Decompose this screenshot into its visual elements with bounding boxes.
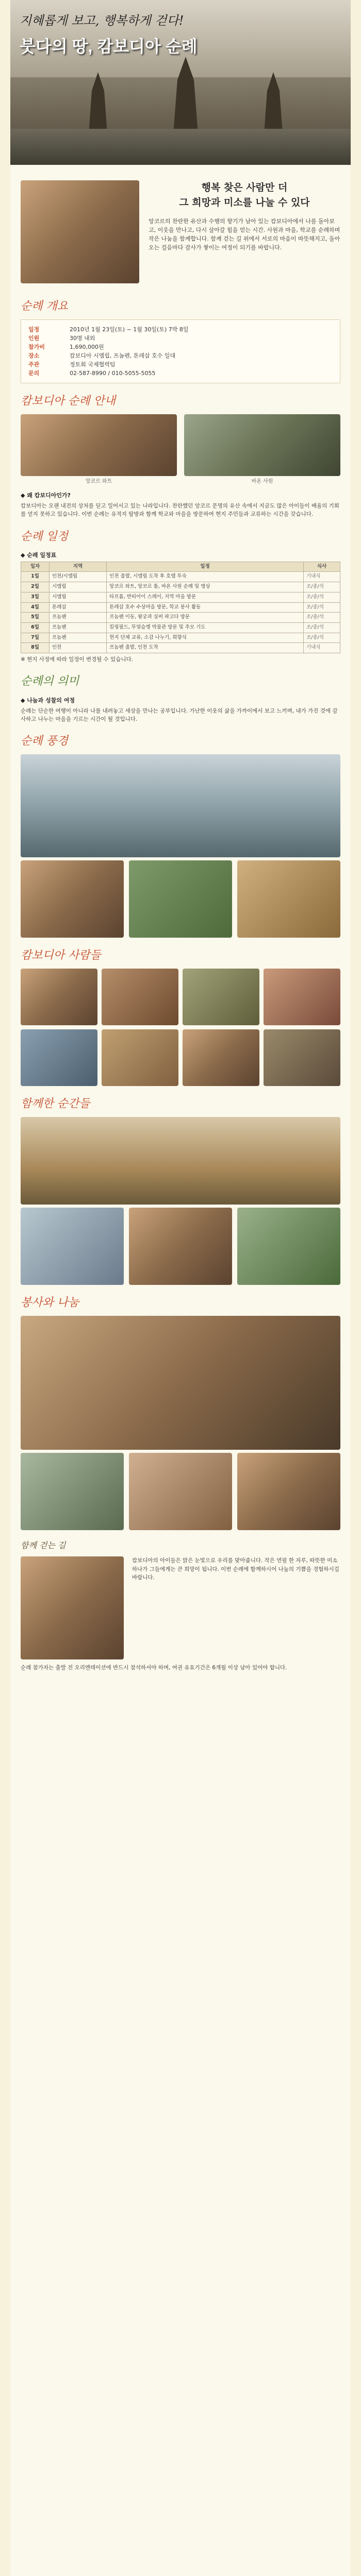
closing-body: 캄보디아의 아이들은 맑은 눈빛으로 우리를 맞아줍니다. 작은 연필 한 자루, 따뜻한 미소 하나가 그들에게는 큰 희망이 됩니다. 이번 순례에 함께하시어 나눔의 기쁨을 경험하시길 바랍니다.: [132, 1557, 339, 1581]
gallery2-grid: [21, 969, 340, 1086]
section3-heading: ◆ 순례 일정표: [21, 551, 57, 558]
schedule-cell: 타프롬, 반띠아이 스레이, 지역 마을 방문: [107, 592, 304, 602]
schedule-note: ※ 현지 사정에 따라 일정이 변경될 수 있습니다.: [21, 656, 134, 663]
schedule-cell: 4일: [21, 602, 50, 613]
intro-photo: [21, 180, 139, 283]
schedule-row: [21, 613, 340, 623]
schedule-cell: 1일: [21, 572, 50, 582]
schedule-cell: 톤레삽: [50, 602, 107, 613]
schedule-cell: 인천 출발, 시엠립 도착 후 호텔 투숙: [107, 572, 304, 582]
schedule-cell: 인천/시엠립: [50, 572, 107, 582]
closing-body2: 순례 참가자는 출발 전 오리엔테이션에 반드시 참석하셔야 하며, 여권 유효기간은 6개월 이상 남아 있어야 합니다.: [21, 1665, 287, 1671]
gallery-photo: [21, 1453, 124, 1530]
hero-water: [10, 129, 351, 165]
section2-pics: [21, 414, 340, 486]
schedule-row: [21, 572, 340, 582]
overview-value: 02-587-8990 / 010-5055-5055: [70, 370, 156, 377]
schedule-cell: 7일: [21, 633, 50, 643]
overview-row: [28, 360, 333, 369]
schedule-cell: 기내식: [304, 643, 340, 653]
gallery4-photo: [21, 1316, 340, 1450]
hero-title: 붓다의 땅, 캄보디아 순례: [20, 37, 198, 56]
gallery-photo: [237, 1453, 340, 1530]
schedule-cell: 톤레삽 호수 수상마을 방문, 학교 봉사 활동: [107, 602, 304, 613]
section3-title: 순례 일정: [21, 530, 69, 543]
overview-row: [28, 325, 333, 334]
people-photo: [21, 1029, 97, 1086]
overview-key: 참가비: [28, 344, 45, 351]
gallery3-photo: [21, 1117, 340, 1205]
gallery-photo: [21, 1208, 124, 1285]
schedule-header: 일정: [107, 562, 304, 572]
section2-heading: ◆ 왜 캄보디아인가?: [21, 492, 71, 499]
schedule-cell: 프놈펜 출발, 인천 도착: [107, 643, 304, 653]
schedule-cell: 앙코르 와트, 앙코르 톰, 바욘 사원 순례 및 명상: [107, 582, 304, 592]
gallery-photo: [129, 1208, 232, 1285]
schedule-cell: 조/중/석: [304, 623, 340, 633]
people-photo: [264, 969, 340, 1025]
overview-key: 인원: [28, 335, 40, 342]
schedule-header: 일자: [21, 562, 50, 572]
schedule-row: [21, 623, 340, 633]
gallery-photo: [129, 1453, 232, 1530]
gallery3-title: 함께한 순간들: [21, 1097, 90, 1111]
schedule-cell: 프놈펜: [50, 633, 107, 643]
schedule-cell: 조/중/석: [304, 582, 340, 592]
overview-value: 30명 내외: [70, 335, 95, 342]
overview-value: 1,690,000원: [70, 344, 104, 351]
people-photo: [264, 1029, 340, 1086]
overview-value: 정토회 국제협력팀: [70, 361, 116, 368]
schedule-cell: 조/중/석: [304, 633, 340, 643]
gallery1-grid: [21, 860, 340, 938]
schedule-cell: 프놈펜: [50, 623, 107, 633]
schedule-cell: 현지 단체 교류, 소감 나누기, 회향식: [107, 633, 304, 643]
gallery-photo: [237, 1208, 340, 1285]
schedule-row: [21, 592, 340, 602]
overview-key: 일정: [28, 326, 40, 333]
people-photo: [102, 1029, 178, 1086]
gallery1-photo: [21, 754, 340, 857]
gallery1-title: 순례 풍경: [21, 735, 69, 748]
hero-banner: [10, 0, 351, 165]
overview-key: 주관: [28, 361, 40, 368]
schedule-cell: 8일: [21, 643, 50, 653]
overview-box: [21, 319, 340, 383]
closing-title: 함께 걷는 길: [21, 1540, 66, 1551]
gallery3-grid: [21, 1208, 340, 1285]
gallery-photo: [129, 860, 232, 938]
overview-title: 순례 개요: [21, 300, 69, 313]
overview-value: 캄보디아 시엠립, 프놈펜, 톤레삽 호수 일대: [70, 352, 176, 360]
gallery-photo: [237, 860, 340, 938]
photo-caption: 앙코르 와트: [85, 479, 112, 485]
gallery-photo: [21, 860, 124, 938]
intro: [10, 165, 351, 289]
schedule-cell: 조/중/석: [304, 602, 340, 613]
page: [10, 0, 351, 2576]
photo-caption: 바욘 사원: [251, 479, 273, 485]
hero-tagline: 지혜롭게 보고, 행복하게 걷다!: [20, 13, 184, 28]
people-photo: [102, 969, 178, 1025]
schedule-cell: 2일: [21, 582, 50, 592]
overview-key: 장소: [28, 352, 40, 360]
schedule-table: [21, 562, 340, 653]
schedule-cell: 5일: [21, 613, 50, 623]
closing-photo: [21, 1556, 124, 1659]
schedule-cell: 인천: [50, 643, 107, 653]
closing-card: [21, 1556, 340, 1659]
gallery2-title: 캄보디아 사람들: [21, 949, 101, 962]
overview-row: [28, 343, 333, 351]
temple-silhouette: [258, 72, 289, 134]
schedule-cell: 시엠립: [50, 582, 107, 592]
schedule-row: [21, 602, 340, 613]
schedule-header: 지역: [50, 562, 107, 572]
schedule-cell: 조/중/석: [304, 592, 340, 602]
section2-body: 캄보디아는 오랜 내전의 상처를 딛고 일어서고 있는 나라입니다. 찬란했던 앙코르 문명의 유산 속에서 지금도 많은 아이들이 배움의 기회를 얻지 못하고 있습니다. 이번 순례는 유적지 탐방과 함께 학교와 마을을 방문하여 현지 주민들과 교류하는 시간을 갖습니다.: [21, 503, 339, 518]
schedule-cell: 프놈펜: [50, 613, 107, 623]
overview-value: 2010년 1월 23일(토) ~ 1월 30일(토) 7박 8일: [70, 326, 189, 333]
overview-row: [28, 369, 333, 378]
schedule-cell: 킬링필드, 뚜얼슬렝 박물관 방문 및 추모 기도: [107, 623, 304, 633]
gallery4-title: 봉사와 나눔: [21, 1296, 79, 1310]
temple-silhouette: [83, 72, 113, 134]
section2-title: 캄보디아 순례 안내: [21, 395, 116, 408]
intro-quote: 행복 찾은 사람만 더 그 희망과 미소를 나눌 수 있다: [179, 182, 310, 208]
schedule-row: [21, 643, 340, 653]
schedule-cell: 프놈펜 이동, 왕궁과 실버 파고다 방문: [107, 613, 304, 623]
schedule-cell: 3일: [21, 592, 50, 602]
schedule-header: 식사: [304, 562, 340, 572]
section4-heading: ◆ 나눔과 성찰의 여정: [21, 697, 75, 704]
schedule-cell: 시엠립: [50, 592, 107, 602]
schedule-cell: 기내식: [304, 572, 340, 582]
intro-body: 앙코르의 찬란한 유산과 수행의 향기가 남아 있는 캄보디아에서 나를 돌아보고, 이웃을 만나고, 다시 살아갈 힘을 얻는 시간. 사원과 마을, 학교를 순례하며 작은 나눔을 함께합니다. 함께 걷는 길 위에서 서로의 마음이 따뜻해지고, 돌아오는 걸음마다 감사가 쌓이는 여정이 되기를 바랍니다.: [149, 218, 340, 251]
overview-key: 문의: [28, 370, 40, 377]
schedule-row: [21, 633, 340, 643]
gallery4-grid: [21, 1453, 340, 1530]
angkor-photo: [21, 414, 177, 476]
schedule-cell: 6일: [21, 623, 50, 633]
bayon-photo: [184, 414, 340, 476]
section4-body: 순례는 단순한 여행이 아니라 나를 내려놓고 세상을 만나는 공부입니다. 가난한 이웃의 삶을 가까이에서 보고 느끼며, 내가 가진 것에 감사하고 나누는 마음을 기르는 시간이 될 것입니다.: [21, 707, 338, 722]
people-photo: [183, 1029, 259, 1086]
overview-row: [28, 351, 333, 360]
overview-row: [28, 334, 333, 343]
schedule-row: [21, 582, 340, 592]
people-photo: [183, 969, 259, 1025]
people-photo: [21, 969, 97, 1025]
schedule-cell: 조/중/석: [304, 613, 340, 623]
section4-title: 순례의 의미: [21, 675, 79, 688]
